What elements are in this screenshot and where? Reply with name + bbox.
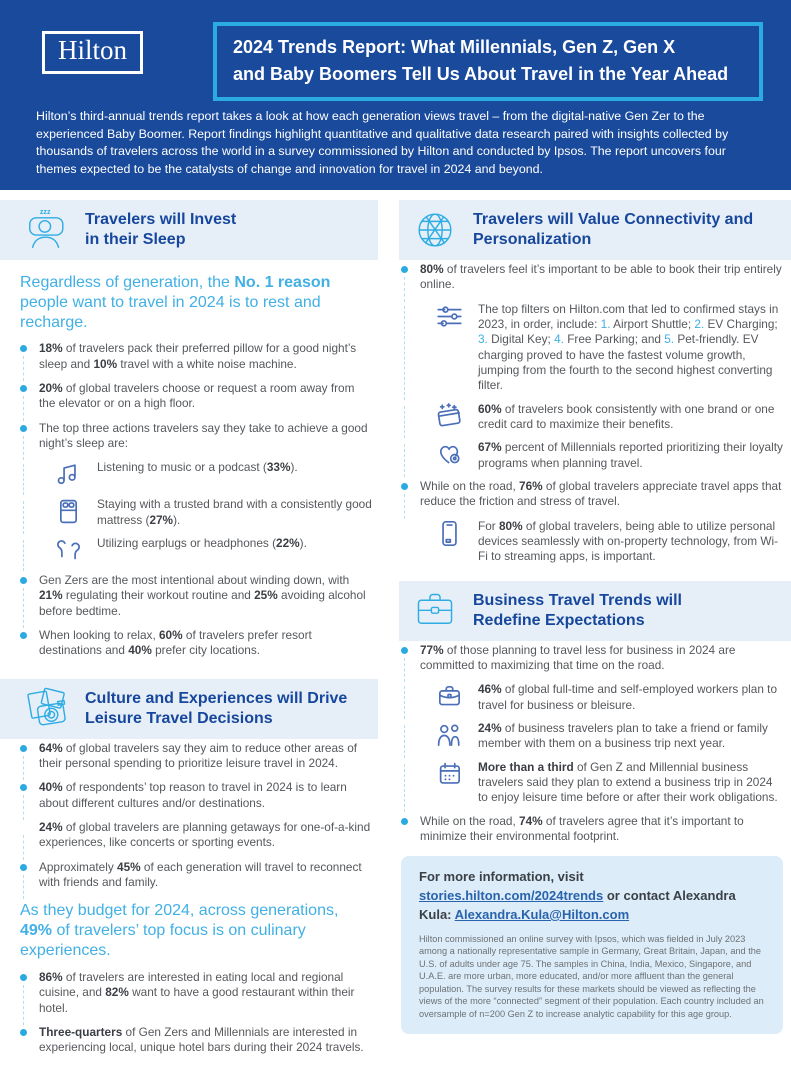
smartphone-icon: [432, 519, 466, 565]
text-segment: 45%: [117, 859, 141, 874]
icon-stat-item: [432, 440, 783, 471]
text-segment: 4.: [554, 332, 564, 347]
hilton-logo-text: Hilton: [58, 35, 128, 65]
text-segment: 25%: [254, 588, 278, 603]
footer-info-box: [401, 856, 783, 1034]
text-segment: Approximately: [39, 859, 118, 874]
bullet-dot: [20, 345, 27, 352]
heart-loyalty-icon: [432, 440, 466, 471]
text-segment: 18%: [39, 341, 63, 356]
bullet-item: [401, 479, 783, 510]
text-segment: More than a third: [478, 759, 574, 774]
text-segment: of each generation will travel to reconnect with friends and family.: [39, 859, 362, 890]
bullet-text: [39, 780, 374, 811]
text-segment: ).: [290, 460, 298, 475]
icon-stat-text: [97, 497, 374, 528]
section-title-line: Leisure Travel Decisions: [85, 709, 273, 727]
bullet-item: [20, 970, 374, 1016]
section-sleep: [0, 200, 378, 659]
text-segment: As they budget for 2024, across generations,: [20, 902, 339, 920]
icon-stat-text: [478, 519, 783, 565]
icon-stat-text: [478, 721, 783, 752]
bullet-text: [420, 814, 783, 845]
text-segment: 77%: [420, 642, 444, 657]
bullet-dot: [20, 745, 27, 752]
two-people-icon: [432, 721, 466, 752]
bullet-text: [39, 628, 374, 659]
section-title-line: Culture and Experiences will Drive: [85, 689, 348, 707]
footer-contact-line: [419, 868, 765, 925]
briefcase-icon: [412, 588, 458, 634]
text-segment: Three-quarters: [39, 1024, 123, 1039]
text-segment: 33%: [266, 460, 291, 475]
text-segment: Airport Shuttle;: [610, 316, 695, 331]
section-title-line: Travelers will Invest: [85, 211, 237, 228]
footer-info-mid: or contact Alexandra Kula:: [419, 888, 736, 922]
section-business: [399, 581, 791, 845]
bullet-item: [20, 573, 374, 619]
text-segment: of global travelers choose or request a room away from the elevator or on a high floor.: [39, 381, 355, 411]
icon-stat-text: [478, 302, 783, 394]
text-segment: of global travelers are planning getaways for one-of-a-kind experiences, like concerts or sporting events.: [39, 820, 371, 850]
text-segment: Utilizing earplugs or headphones (: [97, 536, 277, 551]
text-segment: 82%: [105, 985, 129, 1000]
section-sleep-items: [0, 260, 378, 659]
text-segment: of travelers book consistently with one brand or one credit card to maximize their benefits.: [478, 401, 775, 431]
text-segment: For: [478, 518, 499, 533]
text-segment: of business travelers plan to take a friend or family member with them on a business trip next year.: [478, 720, 768, 751]
text-segment: 10%: [93, 356, 118, 371]
section-title-line: Redefine Expectations: [473, 611, 645, 629]
bullet-item: [20, 820, 374, 851]
text-segment: The top filters on Hilton.com that led to confirmed stays in 2023, in order, include:: [478, 301, 779, 331]
section-connectivity-banner: [399, 200, 791, 260]
bullet-text: [39, 970, 374, 1016]
icon-stat-item: [51, 460, 374, 489]
text-segment: ).: [299, 536, 307, 551]
text-segment: Listening to music or a podcast (: [97, 460, 267, 475]
bullet-text: [39, 741, 374, 772]
text-segment: of global full-time and self-employed workers plan to travel for business or bleisure.: [478, 682, 778, 712]
section-culture-banner: [0, 679, 378, 739]
left-column: [0, 200, 378, 1065]
text-segment: 76%: [519, 478, 543, 493]
music-note-icon: [51, 460, 85, 489]
icon-stat-text: [97, 536, 307, 565]
text-segment: of Gen Zers and Millennials are interested in experiencing local, unique hotel bars during their 2024 travels.: [39, 1024, 364, 1055]
text-segment: 74%: [519, 813, 543, 828]
briefcase-small-icon: [432, 682, 466, 713]
text-segment: 27%: [149, 512, 174, 527]
section-sleep-title: [85, 210, 236, 250]
icon-stat-item: [51, 536, 374, 565]
intro-paragraph: Hilton’s third-annual trends report takes a look at how each generation views travel – from the digital-native Gen Zer to the experienced Baby Boomer. Report findings highlight quantitative and qualitative data research paired with insights collected by thousands of travelers across the world in a survey commissioned by Hilton and conducted by Ipsos. The report uncovers four themes expected to be the catalysts of change and innovation for travel in 2024 and beyond.: [36, 109, 729, 176]
text-segment: EV Charging;: [704, 316, 778, 331]
svg-text:zzz: zzz: [39, 208, 51, 217]
bullet-text: [39, 381, 374, 412]
bullet-text: [39, 820, 374, 851]
bullet-dot: [20, 632, 27, 639]
hilton-logo: [42, 31, 143, 74]
text-segment: Regardless of generation, the: [20, 274, 235, 291]
text-segment: 80%: [420, 262, 444, 276]
icon-stat-item: [432, 721, 783, 752]
bullet-item: [20, 381, 374, 412]
section-title-line: Personalization: [473, 231, 592, 248]
icon-stat-item: [432, 302, 783, 394]
bullet-text: [39, 573, 374, 619]
bullet-text: [420, 262, 783, 293]
email-link[interactable]: Alexandra.Kula@Hilton.com: [454, 906, 630, 922]
text-segment: of travelers are interested in eating local and regional cuisine, and: [39, 969, 344, 1000]
text-segment: Pet-friendly. EV charging proved to have the fastest volume growth, jumping from the fourth to the second highest converting filter.: [478, 332, 773, 393]
report-title-line2: and Baby Boomers Tell Us About Travel in the Year Ahead: [233, 64, 729, 84]
text-segment: While on the road,: [420, 813, 520, 828]
camera-icon: [24, 686, 70, 732]
text-segment: of travelers’ top focus is on culinary experiences.: [20, 922, 306, 960]
section-business-title: [473, 591, 682, 631]
bullet-item: [20, 341, 374, 372]
section-connectivity: [399, 200, 791, 565]
section-title-line: in their Sleep: [85, 231, 186, 248]
section-culture: [0, 679, 378, 1056]
bullet-dot: [401, 818, 408, 825]
text-segment: Free Parking; and: [563, 332, 665, 347]
text-segment: travel with a white noise machine.: [117, 356, 297, 371]
icon-stat-item: [51, 497, 374, 528]
text-segment: 80%: [498, 518, 523, 533]
bullet-dot: [20, 577, 27, 584]
text-segment: of respondents’ top reason to travel in 2024 is to learn about different cultures and/or destinations.: [39, 780, 347, 810]
content-columns: [0, 200, 791, 1065]
bullet-text: [39, 341, 374, 372]
bullet-text: [420, 643, 783, 674]
right-column: [399, 200, 791, 1065]
text-segment: 22%: [276, 536, 300, 551]
report-title-line1: 2024 Trends Report: What Millennials, Gen Z, Gen X: [233, 37, 676, 57]
bullet-item: [20, 628, 374, 659]
section-business-items: [399, 641, 791, 845]
icon-stat-text: [478, 402, 783, 433]
text-segment: prefer city locations.: [151, 643, 261, 658]
text-segment: ).: [173, 512, 181, 527]
text-segment: 2.: [694, 316, 705, 331]
text-segment: of travelers agree that it’s important to minimize their environmental footprint.: [420, 813, 744, 843]
footer-info-prefix: For more information, visit: [419, 869, 584, 885]
bullet-item: [20, 860, 374, 891]
filter-sliders-icon: [432, 302, 466, 394]
bullet-item: [20, 741, 374, 772]
text-segment: Gen Zers are the most intentional about winding down, with: [39, 573, 350, 588]
methodology-fineprint: Hilton commissioned an online survey with Ipsos, which was fielded in July 2023 among a nationally representative sample in Germany, Great Britain, Japan, and the U.S. of adults under age 75. The samples in China, India, Mexico, Singapore, and U.A.E. are more urban, more educated, and/or more affluent than the general population. The survey results for these markets should be viewed as reflecting the views of the more “connected” segment of their population. Each country included an oversample of n=200 Gen Z to increase analytic capability for this age group.: [419, 933, 764, 1019]
text-segment: want to have a good restaurant within their hotel.: [39, 985, 355, 1015]
section-connectivity-items: [399, 260, 791, 565]
text-segment: While on the road,: [420, 478, 520, 493]
section-lead: [20, 273, 372, 332]
bullet-dot: [20, 1029, 27, 1036]
bullet-text: [39, 860, 374, 891]
text-segment: 49%: [20, 922, 53, 940]
text-segment: of travelers prefer resort destinations and: [39, 628, 312, 658]
icon-stat-item: [432, 402, 783, 433]
text-segment: 5.: [664, 332, 675, 347]
bullet-item: [401, 814, 783, 845]
text-segment: Staying with a trusted brand with a consistently good mattress (: [97, 497, 372, 527]
icon-stat-text: [97, 460, 298, 489]
section-culture-items: [0, 739, 378, 1056]
section-business-banner: [399, 581, 791, 641]
bullet-item: [401, 262, 783, 293]
icon-stat-text: [478, 760, 783, 806]
text-segment: 3.: [478, 332, 488, 347]
text-segment: avoiding alcohol before bedtime.: [39, 588, 366, 618]
bullet-dot: [20, 385, 27, 392]
bullet-text: [420, 479, 783, 510]
text-segment: 20%: [39, 381, 63, 396]
icon-stat-item: [432, 682, 783, 713]
text-segment: 40%: [128, 643, 152, 658]
text-segment: 40%: [39, 780, 63, 795]
icon-stat-item: [432, 760, 783, 806]
bullet-text: [39, 421, 374, 452]
text-segment: 67%: [478, 440, 502, 455]
text-segment: 24%: [39, 820, 63, 835]
section-title-line: Travelers will Value Connectivity and: [473, 211, 754, 228]
bullet-item: [401, 643, 783, 674]
text-segment: When looking to relax,: [39, 628, 159, 643]
text-segment: of Gen Z and Millennial business travelers said they plan to extend a business trip in 2024 to enjoy leisure time before or after their work obligations.: [478, 759, 778, 805]
text-segment: 64%: [39, 740, 63, 755]
report-title-box: [213, 22, 763, 101]
text-segment: 60%: [478, 401, 502, 416]
bullet-dot: [401, 266, 408, 273]
sleep-icon: [24, 207, 70, 253]
text-segment: 24%: [478, 720, 502, 735]
text-segment: of travelers feel it’s important to be able to book their trip entirely online.: [420, 262, 782, 292]
text-segment: people want to travel in 2024 is to rest and recharge.: [20, 293, 321, 331]
section-connectivity-title: [473, 210, 753, 250]
bullet-text: [39, 1025, 374, 1056]
text-segment: No. 1 reason: [234, 274, 331, 291]
text-segment: 86%: [39, 969, 63, 984]
text-segment: of global travelers say they aim to reduce other areas of their personal spending to prioritize leisure travel in 2024.: [39, 740, 358, 771]
icon-stat-text: [478, 440, 783, 471]
globe-icon: [412, 207, 458, 253]
section-culture-title: [85, 689, 347, 729]
icon-stat-text: [478, 682, 783, 713]
bullet-item: [20, 1025, 374, 1056]
earplugs-icon: [51, 536, 85, 565]
text-segment: Digital Key;: [487, 332, 555, 347]
text-segment: percent of Millennials reported prioritizing their loyalty programs when planning travel.: [478, 440, 783, 470]
section-lead: [20, 901, 372, 960]
text-segment: of global travelers appreciate travel apps that reduce the friction and stress of travel.: [420, 478, 782, 509]
text-segment: of those planning to travel less for business in 2024 are committed to maximizing that time on the road.: [420, 642, 736, 672]
bullet-dot: [20, 425, 27, 432]
section-title-line: Business Travel Trends will: [473, 591, 682, 609]
text-segment: of global travelers, being able to utilize personal devices seamlessly with on-property technology, from Wi-Fi to streaming apps, is important.: [478, 518, 779, 564]
bullet-item: [20, 780, 374, 811]
header: [0, 0, 791, 190]
text-segment: 46%: [478, 682, 502, 697]
text-segment: of travelers pack their preferred pillow for a good night’s sleep and: [39, 341, 357, 371]
icon-stat-item: [432, 519, 783, 565]
bullet-dot: [401, 647, 408, 654]
calendar-icon: [432, 760, 466, 806]
text-segment: 1.: [600, 316, 611, 331]
bullet-dot: [20, 784, 27, 791]
bullet-dot: [401, 483, 408, 490]
credit-card-icon: [432, 402, 466, 433]
section-sleep-banner: [0, 200, 378, 260]
text-segment: 60%: [159, 628, 183, 643]
bullet-dot: [20, 974, 27, 981]
bullet-dot: [20, 864, 27, 871]
bullet-item: [20, 421, 374, 452]
trends-link[interactable]: stories.hilton.com/2024trends: [419, 888, 604, 904]
text-segment: 21%: [39, 588, 63, 603]
text-segment: regulating their workout routine and: [62, 588, 255, 603]
mattress-icon: [51, 497, 85, 528]
text-segment: The top three actions travelers say they take to achieve a good night’s sleep are:: [39, 420, 368, 451]
